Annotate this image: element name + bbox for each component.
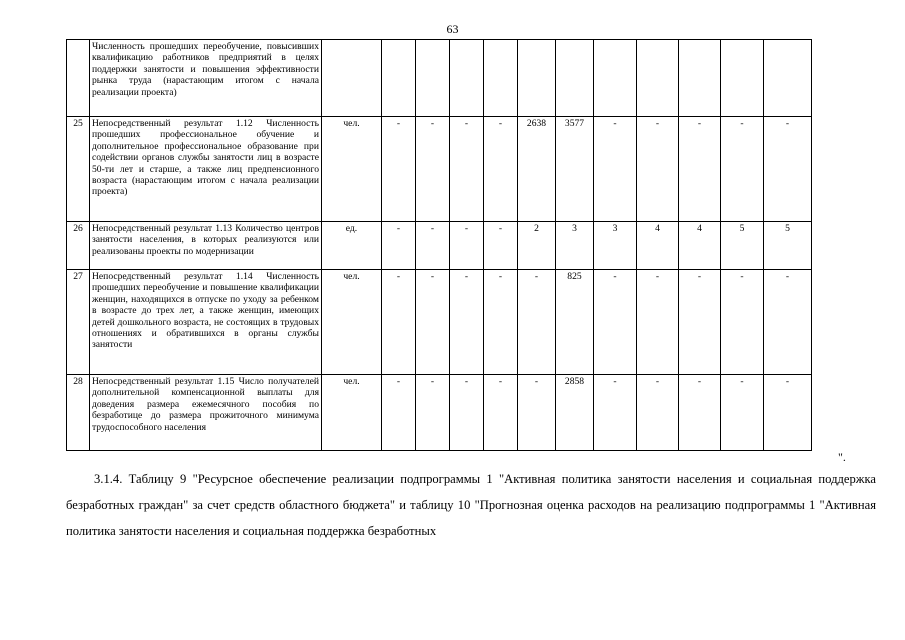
value-cell [594, 40, 637, 117]
indicator-description: Непосредственный результат 1.13 Количество центров занятости населения, в которых реализуются или реализованы проекты по модернизации [90, 222, 322, 270]
value-cell: - [450, 117, 484, 222]
value-cell: - [721, 117, 764, 222]
indicator-description: Численность прошедших переобучение, повысивших квалификацию работников предприятий в целях поддержки занятости и повышения эффективности рынка труда (нарастающим итогом с начала реализации проекта) [90, 40, 322, 117]
value-cell: 4 [679, 222, 721, 270]
unit-cell: чел. [322, 375, 382, 451]
value-cell [450, 40, 484, 117]
value-cell: - [764, 375, 812, 451]
paragraph-text: 3.1.4. Таблицу 9 "Ресурсное обеспечение реализации подпрограммы 1 "Активная политика занятости населения и социальная поддержка безработных граждан" за счет средств областного бюджета" и таблицу 10 "Прогнозная оценка расходов на реализацию подпрограммы 1 "Активная политика занятости населения и социальная поддержка безработных [66, 472, 876, 538]
value-cell: - [721, 270, 764, 375]
value-cell: 825 [556, 270, 594, 375]
value-cell: - [764, 270, 812, 375]
value-cell: - [764, 117, 812, 222]
value-cell: 4 [637, 222, 679, 270]
table-row [67, 117, 812, 222]
row-number [67, 40, 90, 117]
table-row [67, 270, 812, 375]
value-cell: - [637, 117, 679, 222]
unit-cell: ед. [322, 222, 382, 270]
value-cell: - [416, 270, 450, 375]
value-cell: - [382, 375, 416, 451]
value-cell: - [382, 270, 416, 375]
results-table [66, 39, 812, 451]
value-cell: - [637, 375, 679, 451]
value-cell: 5 [764, 222, 812, 270]
value-cell: - [416, 117, 450, 222]
value-cell: - [594, 375, 637, 451]
value-cell: - [679, 375, 721, 451]
value-cell: - [679, 117, 721, 222]
indicator-description: Непосредственный результат 1.12 Численность прошедших профессиональное обучение и дополнительное профессиональное образование при содействии органов службы занятости лиц в возрасте 50-ти лет и старше, а также лиц предпенсионного возраста (нарастающим итогом с начала реализации проекта) [90, 117, 322, 222]
row-number: 26 [67, 222, 90, 270]
value-cell: 3577 [556, 117, 594, 222]
value-cell: 3 [556, 222, 594, 270]
value-cell: 2858 [556, 375, 594, 451]
value-cell: - [416, 375, 450, 451]
row-number: 28 [67, 375, 90, 451]
value-cell: - [594, 270, 637, 375]
value-cell: 3 [594, 222, 637, 270]
value-cell [679, 40, 721, 117]
table-row [67, 222, 812, 270]
value-cell: - [518, 375, 556, 451]
value-cell: - [450, 222, 484, 270]
table-row [67, 375, 812, 451]
value-cell [416, 40, 450, 117]
value-cell [382, 40, 416, 117]
value-cell: - [450, 270, 484, 375]
value-cell: - [484, 270, 518, 375]
value-cell [764, 40, 812, 117]
value-cell: - [721, 375, 764, 451]
value-cell: - [382, 222, 416, 270]
value-cell: - [637, 270, 679, 375]
value-cell [637, 40, 679, 117]
value-cell: - [382, 117, 416, 222]
value-cell: - [518, 270, 556, 375]
indicator-description: Непосредственный результат 1.15 Число получателей дополнительной компенсационной выплаты для доведения размера ежемесячного пособия по безработице до размера прожиточного минимума трудоспособного населения [90, 375, 322, 451]
value-cell [721, 40, 764, 117]
table-end-mark: ". [838, 450, 846, 464]
row-number: 27 [67, 270, 90, 375]
value-cell: 5 [721, 222, 764, 270]
table-row [67, 40, 812, 117]
value-cell: - [484, 222, 518, 270]
value-cell: - [484, 375, 518, 451]
value-cell: 2638 [518, 117, 556, 222]
value-cell [556, 40, 594, 117]
value-cell: 2 [518, 222, 556, 270]
value-cell: - [416, 222, 450, 270]
row-number: 25 [67, 117, 90, 222]
value-cell: - [484, 117, 518, 222]
unit-cell [322, 40, 382, 117]
body-paragraph [66, 466, 876, 544]
unit-cell: чел. [322, 117, 382, 222]
page-number: 63 [446, 22, 459, 36]
value-cell: - [594, 117, 637, 222]
unit-cell: чел. [322, 270, 382, 375]
value-cell [484, 40, 518, 117]
value-cell [518, 40, 556, 117]
indicator-description: Непосредственный результат 1.14 Численность прошедших переобучение и повышение квалификации женщин, находящихся в отпуске по уходу за ребенком в возрасте до трех лет, а также женщин, имеющих детей дошкольного возраста, не состоящих в трудовых отношениях и обратившихся в органы службы занятости [90, 270, 322, 375]
value-cell: - [679, 270, 721, 375]
value-cell: - [450, 375, 484, 451]
